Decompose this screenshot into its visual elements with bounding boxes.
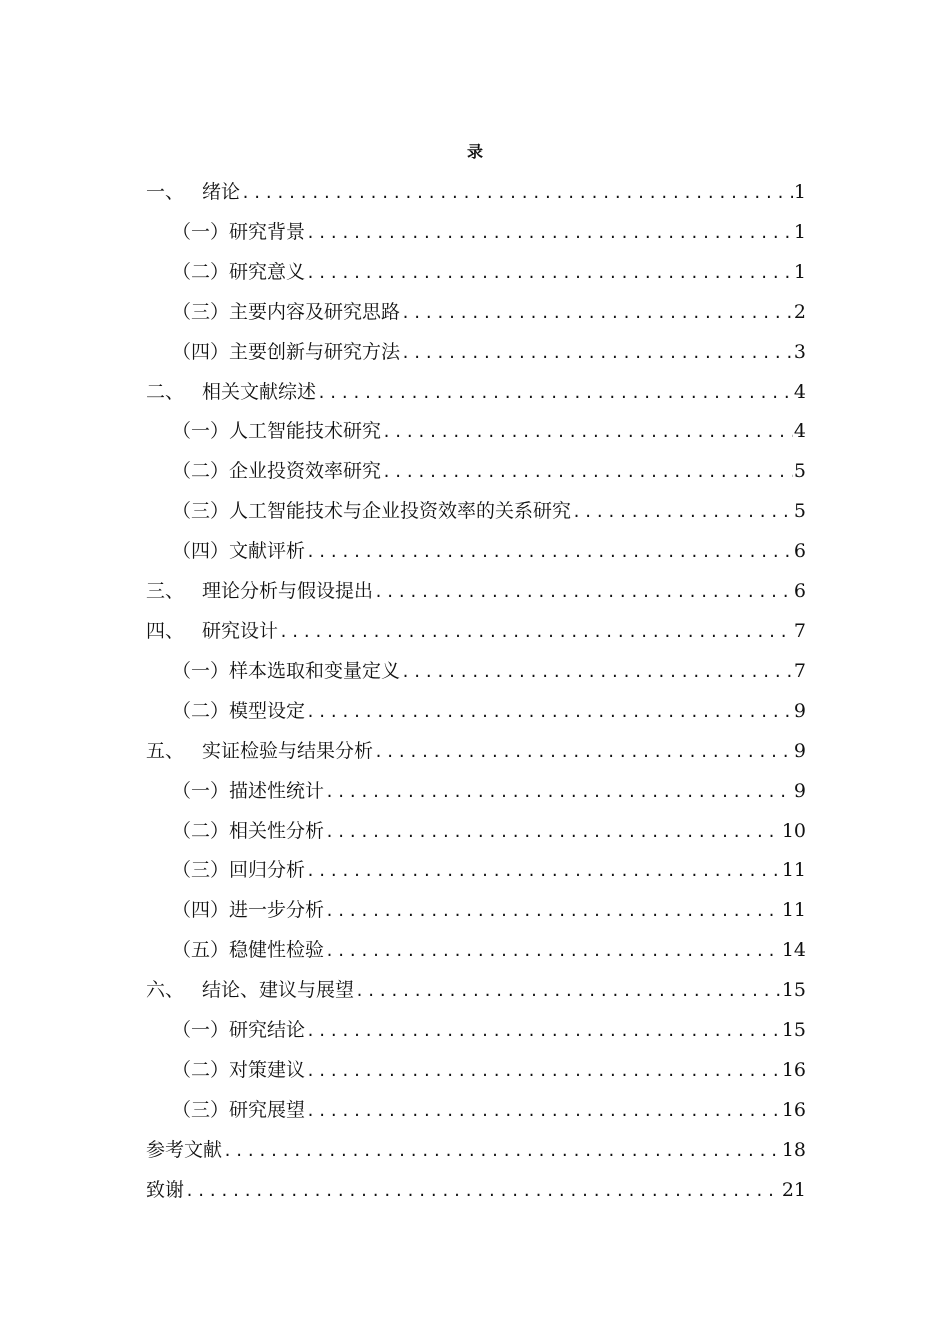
toc-entry-text: 理论分析与假设提出 <box>202 580 374 603</box>
toc-entry-label <box>172 891 324 931</box>
toc-dot-leader <box>306 693 793 733</box>
toc-entry-label <box>172 452 381 492</box>
toc-entry-label <box>172 1091 305 1131</box>
toc-entry-label <box>172 333 400 373</box>
toc-entry-label <box>172 293 400 333</box>
toc-page-number: 1 <box>793 181 806 203</box>
toc-entry[interactable] <box>146 732 806 772</box>
toc-entry[interactable] <box>146 333 806 373</box>
toc-entry-text: （二）对策建议 <box>172 1058 306 1081</box>
toc-page-number: 14 <box>781 939 806 962</box>
toc-page-number: 16 <box>781 1058 806 1081</box>
toc-entry[interactable] <box>146 1131 806 1171</box>
toc-entry-label <box>146 971 354 1011</box>
toc-dot-leader <box>355 972 781 1012</box>
toc-page-number: 18 <box>781 1138 806 1161</box>
toc-dot-leader <box>306 1092 781 1132</box>
toc-entry[interactable] <box>146 1051 806 1091</box>
toc-entry-label <box>146 612 278 652</box>
toc-entry-label <box>172 1011 305 1051</box>
toc-entry-text: 参考文献 <box>146 1138 223 1161</box>
toc-page-number: 9 <box>793 739 806 762</box>
toc-entry[interactable] <box>146 1011 806 1051</box>
toc-page-number: 21 <box>781 1178 806 1201</box>
toc-page-number: 15 <box>781 1019 806 1042</box>
toc-entry-label <box>146 373 316 413</box>
toc-entry-text: （一）描述性统计 <box>172 779 325 802</box>
toc-entry-label <box>172 812 324 852</box>
toc-entry[interactable] <box>146 173 806 213</box>
toc-entry[interactable] <box>146 293 806 333</box>
toc-dot-leader <box>401 653 793 693</box>
toc-page-number: 16 <box>781 1098 806 1121</box>
toc-entry-label <box>172 253 305 293</box>
toc-entry-text: （三）研究展望 <box>172 1098 306 1121</box>
toc-entry-text: （二）企业投资效率研究 <box>172 460 382 483</box>
toc-entry[interactable] <box>146 692 806 732</box>
toc-entry[interactable] <box>146 532 806 572</box>
toc-chapter-number: 五、 <box>146 739 185 762</box>
toc-page-number: 2 <box>793 300 806 323</box>
toc-chapter-number: 二、 <box>146 380 185 403</box>
toc-page-number: 1 <box>793 220 806 243</box>
toc-entry-text: （二）模型设定 <box>172 699 306 722</box>
toc-entry-text: 实证检验与结果分析 <box>202 739 374 762</box>
table-of-contents <box>146 173 806 1211</box>
toc-entry-text: （四）进一步分析 <box>172 899 325 922</box>
toc-entry-text: 相关文献综述 <box>202 380 317 403</box>
toc-entry-text: （三）人工智能技术与企业投资效率的关系研究 <box>172 500 572 523</box>
toc-entry-label <box>146 572 373 612</box>
toc-page-number: 4 <box>793 380 806 403</box>
toc-dot-leader <box>306 1052 781 1092</box>
toc-dot-leader <box>306 254 793 294</box>
toc-page-number: 10 <box>781 819 806 842</box>
toc-entry[interactable] <box>146 1091 806 1131</box>
toc-page-number: 7 <box>793 659 806 682</box>
toc-entry-text: （五）稳健性检验 <box>172 939 325 962</box>
toc-entry-text: 致谢 <box>146 1178 185 1201</box>
toc-dot-leader <box>401 294 793 334</box>
toc-entry-label <box>172 652 400 692</box>
toc-page-number: 7 <box>793 619 806 642</box>
toc-title: 录 <box>466 142 483 161</box>
toc-entry-text: （一）研究结论 <box>172 1019 306 1042</box>
toc-entry-label <box>172 772 324 812</box>
toc-dot-leader <box>374 733 793 773</box>
toc-entry[interactable] <box>146 492 806 532</box>
toc-dot-leader <box>325 892 781 932</box>
toc-dot-leader <box>241 174 793 214</box>
toc-entry-label <box>172 532 305 572</box>
toc-entry-label <box>146 1171 184 1211</box>
toc-entry-text: （一）研究背景 <box>172 220 306 243</box>
toc-entry-text: 绪论 <box>202 181 241 203</box>
toc-entry[interactable] <box>146 931 806 971</box>
toc-dot-leader <box>325 813 781 853</box>
toc-dot-leader <box>374 573 793 613</box>
toc-entry[interactable] <box>146 572 806 612</box>
toc-dot-leader <box>306 852 781 892</box>
toc-entry-label <box>172 492 571 532</box>
toc-dot-leader <box>325 773 793 813</box>
toc-page-number: 9 <box>793 779 806 802</box>
toc-page-number: 6 <box>793 540 806 563</box>
toc-entry-text: （四）主要创新与研究方法 <box>172 340 401 363</box>
toc-page-number: 11 <box>781 859 806 882</box>
toc-page-number: 4 <box>793 420 806 443</box>
toc-dot-leader <box>306 533 793 573</box>
toc-entry[interactable] <box>146 612 806 652</box>
toc-entry[interactable] <box>146 971 806 1011</box>
toc-entry[interactable] <box>146 213 806 253</box>
toc-page-number: 1 <box>793 260 806 283</box>
toc-dot-leader <box>185 1172 781 1212</box>
toc-dot-leader <box>306 1012 781 1052</box>
toc-entry-label <box>172 931 324 971</box>
toc-page-number: 15 <box>781 979 806 1002</box>
toc-entry[interactable] <box>146 812 806 852</box>
toc-dot-leader <box>306 214 793 254</box>
toc-dot-leader <box>382 413 793 453</box>
toc-entry-label <box>172 1051 305 1091</box>
toc-entry-text: （三）主要内容及研究思路 <box>172 300 401 323</box>
toc-dot-leader <box>317 374 793 414</box>
toc-entry-text: （一）样本选取和变量定义 <box>172 659 401 682</box>
toc-entry-text: 研究设计 <box>202 619 279 642</box>
toc-dot-leader <box>325 932 781 972</box>
toc-page-number: 11 <box>781 899 806 922</box>
toc-entry-label <box>146 173 240 213</box>
toc-entry-text: （二）研究意义 <box>172 260 306 283</box>
toc-entry[interactable] <box>146 373 806 413</box>
toc-entry[interactable] <box>146 452 806 492</box>
toc-entry[interactable] <box>146 412 806 452</box>
toc-dot-leader <box>401 334 793 374</box>
toc-dot-leader <box>279 613 793 653</box>
toc-entry-label <box>172 692 305 732</box>
toc-entry-text: 结论、建议与展望 <box>202 979 355 1002</box>
toc-entry[interactable] <box>146 652 806 692</box>
toc-dot-leader <box>223 1132 781 1172</box>
toc-dot-leader <box>382 453 793 493</box>
toc-chapter-number: 四、 <box>146 619 185 642</box>
toc-chapter-number: 六、 <box>146 979 185 1002</box>
toc-page-number: 5 <box>793 460 806 483</box>
toc-entry-text: （二）相关性分析 <box>172 819 325 842</box>
toc-entry-label <box>172 412 381 452</box>
toc-entry-text: （三）回归分析 <box>172 859 306 882</box>
toc-page-number: 9 <box>793 699 806 722</box>
toc-page-number: 3 <box>793 340 806 363</box>
toc-chapter-number: 三、 <box>146 580 185 603</box>
toc-entry-label <box>172 851 305 891</box>
toc-entry[interactable] <box>146 1171 806 1211</box>
toc-entry-label <box>146 732 373 772</box>
toc-chapter-number: 一、 <box>146 181 185 203</box>
toc-entry-label <box>172 213 305 253</box>
toc-entry-label <box>146 1131 222 1171</box>
toc-entry[interactable] <box>146 851 806 891</box>
toc-entry[interactable] <box>146 253 806 293</box>
toc-entry-text: （四）文献评析 <box>172 540 306 563</box>
toc-entry-text: （一）人工智能技术研究 <box>172 420 382 443</box>
toc-page-number: 5 <box>793 500 806 523</box>
toc-entry[interactable] <box>146 772 806 812</box>
toc-page-number: 6 <box>793 580 806 603</box>
toc-dot-leader <box>572 493 793 533</box>
toc-entry[interactable] <box>146 891 806 931</box>
